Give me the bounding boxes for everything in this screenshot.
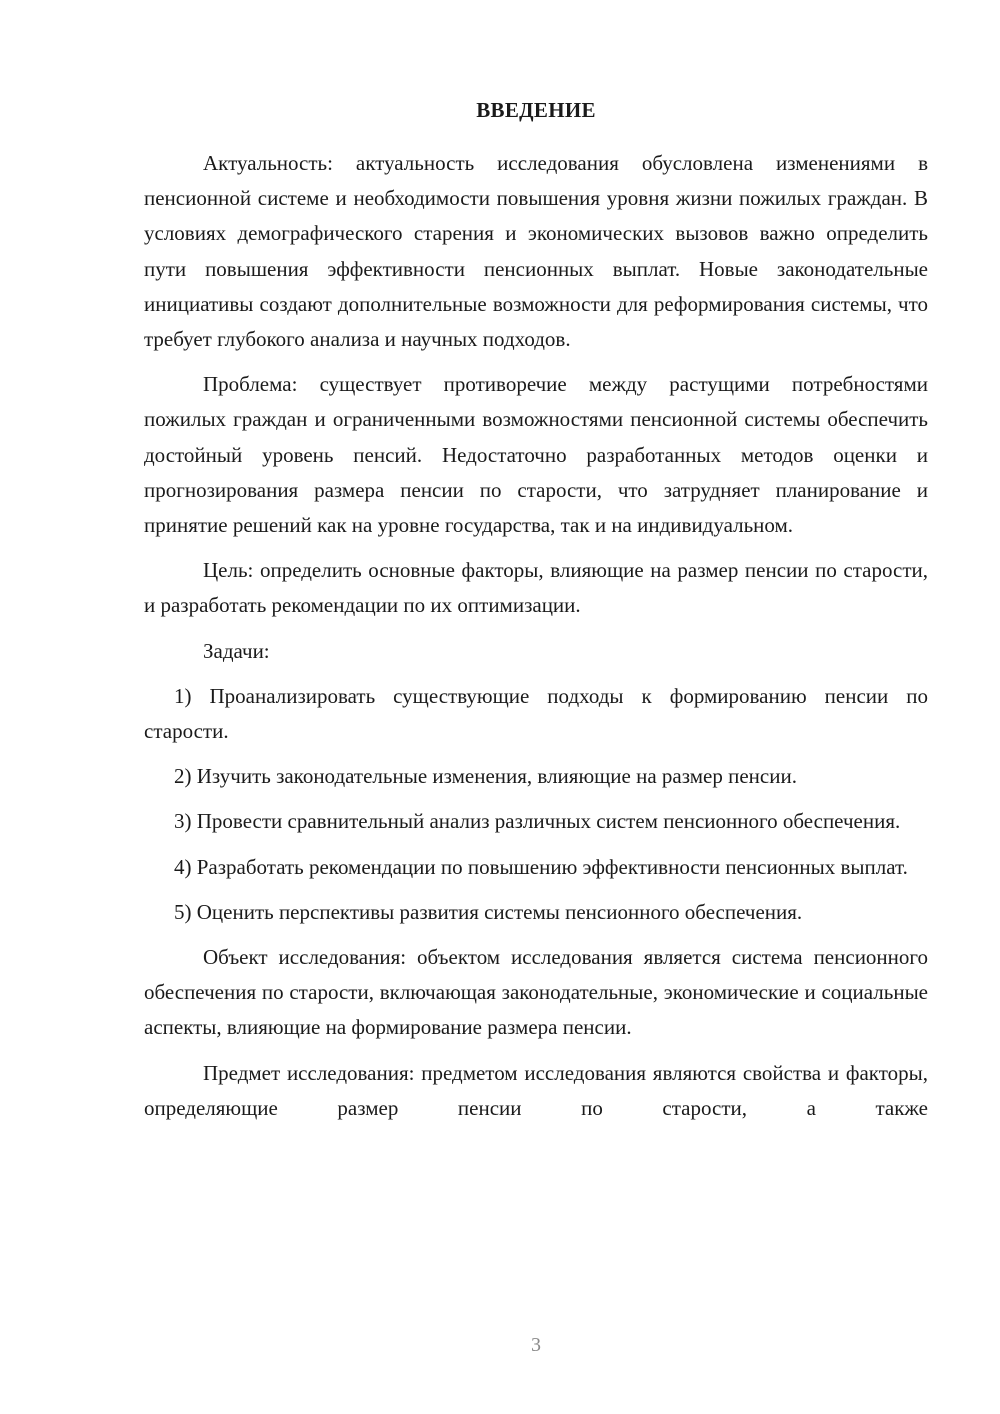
- task-item-1: 1) Проанализировать существующие подходы к формированию пенсии по старости.: [144, 683, 928, 744]
- subject-paragraph: Предмет исследования: предметом исследования являются свойства и факторы, определяющие размер пенсии по старости, а также: [144, 1060, 928, 1120]
- goal-paragraph: Цель: определить основные факторы, влияющие на размер пенсии по старости, и разработать рекомендации по их оптимизации.: [144, 558, 928, 618]
- task-item-4: 4) Разработать рекомендации по повышению эффективности пенсионных выплат.: [174, 854, 908, 879]
- page-title: ВВЕДЕНИЕ: [476, 98, 596, 122]
- problem-paragraph: Проблема: существует противоречие между растущими потребностями пожилых граждан и ограниченными возможностями пенсионной системы обеспечить достойный уровень пенсий. Недостаточно разработанных методов оценки и прогнозирования размера пенсии по старости, что затрудняет планирование и принятие решений как на уровне государства, так и на индивидуальном.: [144, 372, 928, 538]
- task-item-2: 2) Изучить законодательные изменения, влияющие на размер пенсии.: [174, 764, 797, 789]
- relevance-paragraph: Актуальность: актуальность исследования обусловлена изменениями в пенсионной системе и необходимости повышения уровня жизни пожилых граждан. В условиях демографического старения и экономических вызовов важно определить пути повышения эффективности пенсионных выплат. Новые законодательные инициативы создают дополнительные возможности для реформирования системы, что требует глубокого анализа и научных подходов.: [144, 151, 928, 352]
- page-number: 3: [531, 1334, 541, 1356]
- document-page: [144, 96, 928, 1136]
- task-item-3: 3) Провести сравнительный анализ различных систем пенсионного обеспечения.: [174, 809, 901, 834]
- task-item-5: 5) Оценить перспективы развития системы пенсионного обеспечения.: [174, 899, 803, 924]
- tasks-heading: Задачи:: [203, 638, 270, 663]
- object-paragraph: Объект исследования: объектом исследования является система пенсионного обеспечения по старости, включающая законодательные, экономические и социальные аспекты, влияющие на формирование размера пенсии.: [144, 945, 928, 1040]
